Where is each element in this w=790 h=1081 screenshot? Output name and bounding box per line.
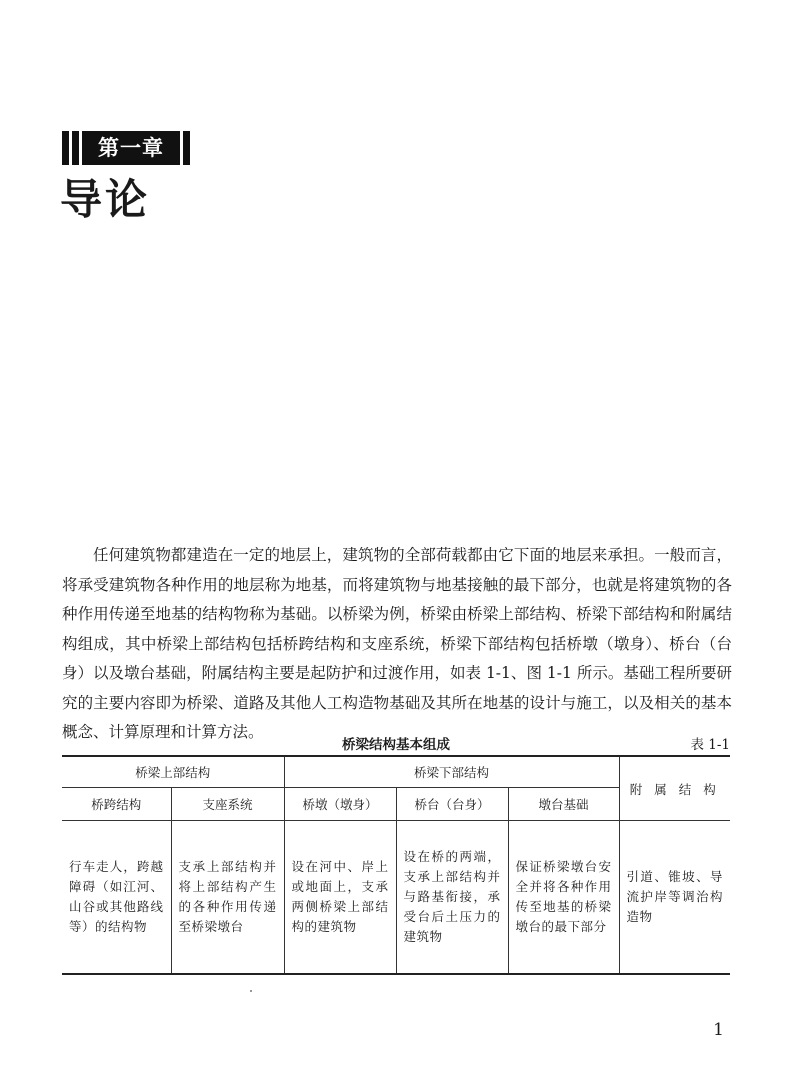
cell-bearing-system: 支承上部结构并将上部结构产生的各种作用传递至桥梁墩台 [171, 821, 284, 975]
cell-auxiliary: 引道、锥坡、导流护岸等调治构造物 [619, 821, 730, 975]
cell-abutment: 设在桥的两端，支承上部结构并与路基衔接，承受台后土压力的建筑物 [396, 821, 508, 975]
banner-left-bar [62, 131, 69, 165]
header-auxiliary-structure: 附 属 结 构 [619, 756, 730, 821]
cell-foundation: 保证桥梁墩台安全并将各种作用传至地基的桥梁墩台的最下部分 [508, 821, 619, 975]
chapter-title: 导论 [60, 175, 151, 224]
table-number: 表 1-1 [690, 737, 730, 753]
body-paragraph: 任何建筑物都建造在一定的地层上，建筑物的全部荷载都由它下面的地层来承担。一般而言，将承受建筑物各种作用的地层称为地基，而将建筑物与地基接触的最下部分，也就是将建筑物的各种作用传递至地基的结构物称为基础。以桥梁为例，桥梁由桥梁上部结构、桥梁下部结构和附属结构组成，其中桥梁上部结构包括桥跨结构和支座系统，桥梁下部结构包括桥墩（墩身）、桥台（台身）以及墩台基础，附属结构主要是起防护和过渡作用，如表 1-1、图 1-1 所示。基础工程所要研究的主要内容即为桥梁、道路及其他人工构造物基础及其所在地基的设计与施工，以及相关的基本概念、计算原理和计算方法。 [62, 546, 732, 741]
table-row [62, 821, 730, 975]
table-header-row-groups [62, 756, 730, 788]
table-caption [62, 733, 730, 753]
chapter-label: 第一章 [82, 131, 180, 165]
header-upper-structure: 桥梁上部结构 [62, 756, 284, 788]
bridge-structure-table [62, 755, 730, 975]
cell-span-structure: 行车走人，跨越障碍（如江河、山谷或其他路线等）的结构物 [62, 821, 171, 975]
header-lower-structure: 桥梁下部结构 [284, 756, 619, 788]
banner-right-bar [183, 131, 190, 165]
chapter-banner [62, 131, 193, 165]
banner-left-bar-inner [72, 131, 79, 165]
header-abutment: 桥台（台身） [396, 788, 508, 821]
scan-speck [250, 990, 252, 992]
page-number: 1 [713, 1020, 724, 1040]
header-span-structure: 桥跨结构 [62, 788, 171, 821]
header-bearing-system: 支座系统 [171, 788, 284, 821]
header-foundation: 墩台基础 [508, 788, 619, 821]
header-pier: 桥墩（墩身） [284, 788, 396, 821]
table-title: 桥梁结构基本组成 [342, 737, 450, 753]
cell-pier: 设在河中、岸上或地面上，支承两侧桥梁上部结构的建筑物 [284, 821, 396, 975]
